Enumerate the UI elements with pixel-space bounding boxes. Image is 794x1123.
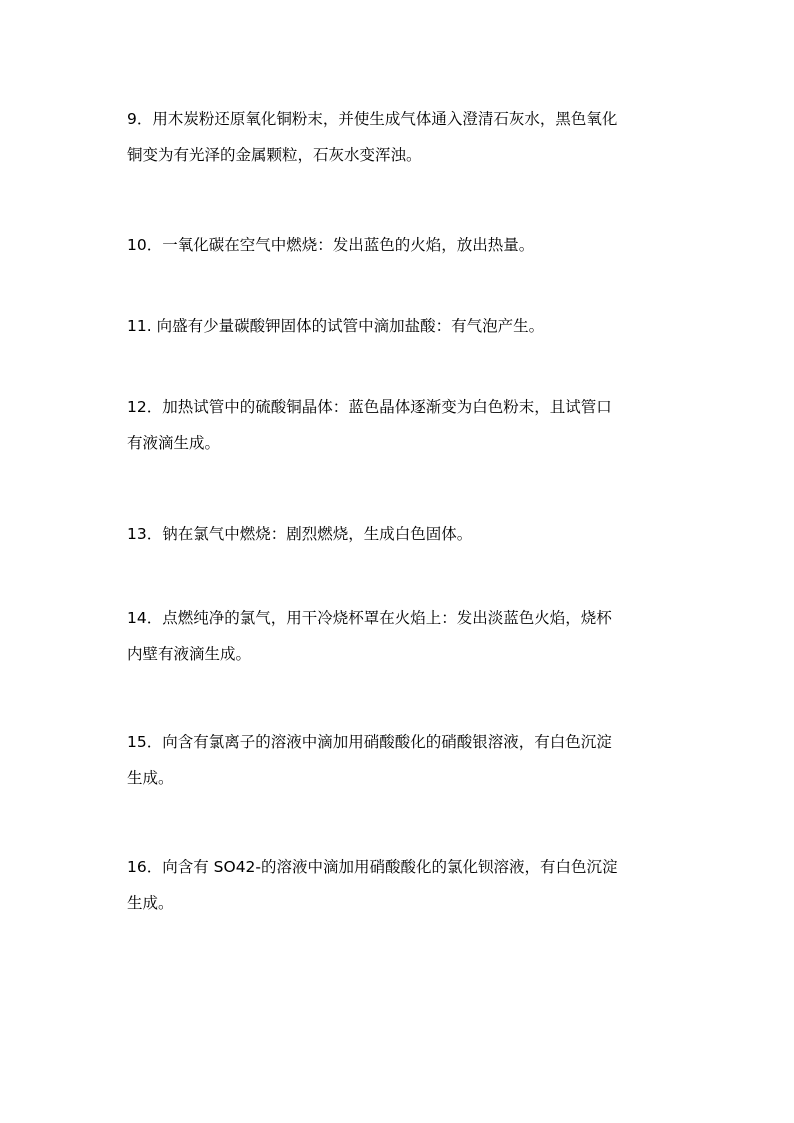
text-line: 12．加热试管中的硫酸铜晶体：蓝色晶体逐渐变为白色粉末，且试管口 bbox=[127, 398, 612, 416]
text-line: 生成。 bbox=[127, 769, 174, 787]
paragraph-item-15 bbox=[127, 732, 687, 804]
text-line: 铜变为有光泽的金属颗粒，石灰水变浑浊。 bbox=[127, 146, 422, 164]
paragraph-item-9 bbox=[127, 109, 687, 181]
paragraph-item-14 bbox=[127, 608, 687, 680]
paragraph-item-11 bbox=[127, 316, 687, 352]
paragraph-item-13 bbox=[127, 524, 687, 560]
text-line: 有液滴生成。 bbox=[127, 434, 221, 452]
text-line: 16．向含有 SO42-的溶液中滴加用硝酸酸化的氯化钡溶液，有白色沉淀 bbox=[127, 858, 618, 876]
text-line: 13．钠在氯气中燃烧：剧烈燃烧，生成白色固体。 bbox=[127, 525, 473, 543]
text-line: 9．用木炭粉还原氧化铜粉末，并使生成气体通入澄清石灰水，黑色氧化 bbox=[127, 110, 618, 128]
paragraph-item-12 bbox=[127, 397, 687, 469]
text-line: 14．点燃纯净的氯气，用干冷烧杯罩在火焰上：发出淡蓝色火焰，烧杯 bbox=[127, 609, 612, 627]
text-line: 11. 向盛有少量碳酸钾固体的试管中滴加盐酸：有气泡产生。 bbox=[127, 317, 545, 335]
text-line: 生成。 bbox=[127, 894, 174, 912]
paragraph-item-16 bbox=[127, 857, 687, 929]
paragraph-item-10 bbox=[127, 235, 687, 271]
text-line: 15．向含有氯离子的溶液中滴加用硝酸酸化的硝酸银溶液，有白色沉淀 bbox=[127, 733, 612, 751]
text-line: 内壁有液滴生成。 bbox=[127, 645, 252, 663]
text-line: 10．一氧化碳在空气中燃烧：发出蓝色的火焰，放出热量。 bbox=[127, 236, 535, 254]
